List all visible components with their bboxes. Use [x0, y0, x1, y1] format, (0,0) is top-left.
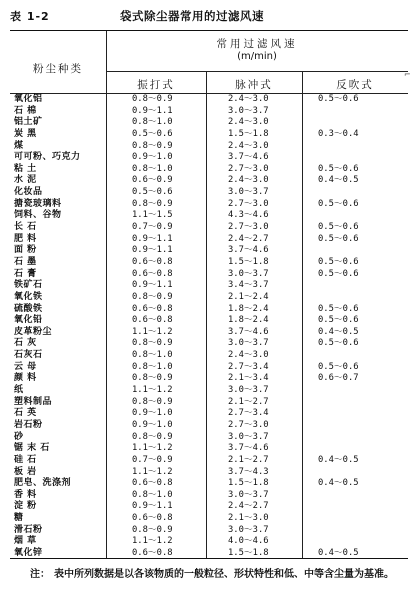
- table-row: [10, 501, 408, 513]
- row-material-name: 石灰石: [14, 350, 43, 361]
- row-pulse-value: 2.1～2.7: [228, 454, 269, 465]
- row-reverse-air-value: 0.5～0.6: [318, 198, 359, 209]
- row-material-name: 炭 黑: [14, 128, 37, 139]
- row-shaker-value: 0.6～0.9: [132, 175, 173, 186]
- row-material-name: 氧化铁: [14, 291, 43, 302]
- table-row: [10, 234, 408, 246]
- row-shaker-value: 0.9～1.0: [132, 408, 173, 419]
- table-row: [10, 525, 408, 537]
- header-material: 粉尘种类: [33, 63, 83, 75]
- row-reverse-air-value: 0.5～0.6: [318, 256, 359, 267]
- row-material-name: 香 料: [14, 489, 37, 500]
- row-reverse-air-value: 0.4～0.5: [318, 175, 359, 186]
- row-material-name: 石 英: [14, 408, 37, 419]
- row-material-name: 石 灰: [14, 338, 37, 349]
- row-material-name: 皮革粉尘: [14, 326, 53, 337]
- row-material-name: 粘 土: [14, 163, 37, 174]
- row-pulse-value: 3.0～3.7: [228, 385, 269, 396]
- row-reverse-air-value: 0.4～0.5: [318, 547, 359, 558]
- row-shaker-value: 0.9～1.1: [132, 280, 173, 291]
- row-shaker-value: 0.8～0.9: [132, 291, 173, 302]
- row-reverse-air-value: 0.4～0.5: [318, 478, 359, 489]
- row-pulse-value: 4.3～4.6: [228, 210, 269, 221]
- table-row: [10, 257, 408, 269]
- row-shaker-value: 0.6～0.8: [132, 315, 173, 326]
- row-shaker-value: 0.8～1.0: [132, 361, 173, 372]
- row-pulse-value: 1.5～1.8: [228, 547, 269, 558]
- table-row: [10, 338, 408, 350]
- divider-header-group: [106, 71, 408, 72]
- table-body: [10, 94, 408, 560]
- row-shaker-value: 0.8～0.9: [132, 431, 173, 442]
- row-material-name: 肥 料: [14, 233, 37, 244]
- row-shaker-value: 1.1～1.2: [132, 466, 173, 477]
- row-shaker-value: 0.9～1.0: [132, 152, 173, 163]
- row-shaker-value: 0.8～0.9: [132, 524, 173, 535]
- row-shaker-value: 0.8～1.0: [132, 163, 173, 174]
- row-shaker-value: 0.9～1.0: [132, 419, 173, 430]
- row-shaker-value: 0.5～0.6: [132, 128, 173, 139]
- header-shaker: 振打式: [137, 79, 175, 91]
- row-shaker-value: 0.6～0.8: [132, 256, 173, 267]
- row-shaker-value: 1.1～1.2: [132, 536, 173, 547]
- table-row: [10, 152, 408, 164]
- row-reverse-air-value: 0.5～0.6: [318, 94, 359, 104]
- row-material-name: 长 石: [14, 222, 37, 233]
- table-number: 表 1-2: [10, 10, 50, 23]
- row-pulse-value: 2.4～2.7: [228, 501, 269, 512]
- row-shaker-value: 0.8～0.9: [132, 94, 173, 104]
- row-shaker-value: 0.7～0.9: [132, 222, 173, 233]
- margin-mark: ⌐: [404, 70, 411, 79]
- row-shaker-value: 1.1～1.2: [132, 385, 173, 396]
- row-pulse-value: 2.1～2.4: [228, 291, 269, 302]
- row-material-name: 可可粉、巧克力: [14, 152, 81, 163]
- row-reverse-air-value: 0.5～0.6: [318, 268, 359, 279]
- footnote-text: 表中所列数据是以各该物质的一般粒径、形状特性和低、中等含尘量为基准。: [54, 569, 394, 580]
- table-row: [10, 175, 408, 187]
- table-row: [10, 222, 408, 234]
- row-shaker-value: 1.1～1.2: [132, 443, 173, 454]
- row-material-name: 氧化铝: [14, 94, 43, 104]
- row-pulse-value: 3.0～3.7: [228, 338, 269, 349]
- row-reverse-air-value: 0.5～0.6: [318, 163, 359, 174]
- header-velocity-group: 常用过滤风速: [216, 38, 298, 50]
- row-reverse-air-value: 0.5～0.6: [318, 222, 359, 233]
- table-row: [10, 432, 408, 444]
- row-material-name: 氧化铅: [14, 315, 43, 326]
- row-reverse-air-value: 0.4～0.5: [318, 454, 359, 465]
- table-row: [10, 280, 408, 292]
- row-pulse-value: 1.8～2.4: [228, 315, 269, 326]
- row-shaker-value: 0.8～0.9: [132, 198, 173, 209]
- row-material-name: 水 泥: [14, 175, 37, 186]
- row-pulse-value: 1.5～1.8: [228, 256, 269, 267]
- row-shaker-value: 0.8～0.9: [132, 396, 173, 407]
- table-row: [10, 164, 408, 176]
- row-reverse-air-value: 0.3～0.4: [318, 128, 359, 139]
- row-material-name: 云 母: [14, 361, 37, 372]
- row-pulse-value: 2.1～3.4: [228, 373, 269, 384]
- row-material-name: 淀 粉: [14, 501, 37, 512]
- table-row: [10, 327, 408, 339]
- table-row: [10, 513, 408, 525]
- table-row: [10, 304, 408, 316]
- row-shaker-value: 0.8～0.9: [132, 338, 173, 349]
- table-row: [10, 478, 408, 490]
- row-shaker-value: 0.9～1.1: [132, 245, 173, 256]
- row-pulse-value: 2.7～3.0: [228, 419, 269, 430]
- row-pulse-value: 2.4～2.7: [228, 233, 269, 244]
- table-row: [10, 385, 408, 397]
- row-pulse-value: 1.5～1.8: [228, 478, 269, 489]
- row-shaker-value: 0.8～0.9: [132, 140, 173, 151]
- table-row: [10, 536, 408, 548]
- row-shaker-value: 1.1～1.5: [132, 210, 173, 221]
- row-shaker-value: 0.8～1.0: [132, 350, 173, 361]
- row-pulse-value: 3.7～4.6: [228, 443, 269, 454]
- row-shaker-value: 0.6～0.8: [132, 547, 173, 558]
- row-material-name: 锯 末 石: [14, 443, 50, 454]
- row-material-name: 石 膏: [14, 268, 37, 279]
- table-row: [10, 199, 408, 211]
- table-row: [10, 362, 408, 374]
- row-material-name: 化妆品: [14, 187, 43, 198]
- row-pulse-value: 2.4～3.0: [228, 350, 269, 361]
- row-shaker-value: 1.1～1.2: [132, 326, 173, 337]
- row-shaker-value: 0.9～1.1: [132, 501, 173, 512]
- table-row: [10, 292, 408, 304]
- table-row: [10, 117, 408, 129]
- row-shaker-value: 0.6～0.8: [132, 478, 173, 489]
- table-row: [10, 397, 408, 409]
- table-row: [10, 94, 408, 106]
- row-material-name: 铁矿石: [14, 280, 43, 291]
- table-footnote: [30, 566, 402, 583]
- row-material-name: 肥皂、洗涤剂: [14, 478, 72, 489]
- table-row: [10, 350, 408, 362]
- table-row: [10, 467, 408, 479]
- row-material-name: 氧化锌: [14, 547, 43, 558]
- row-pulse-value: 2.7～3.0: [228, 222, 269, 233]
- table-row: [10, 141, 408, 153]
- row-pulse-value: 2.4～3.0: [228, 140, 269, 151]
- row-pulse-value: 3.7～4.3: [228, 466, 269, 477]
- header-pulse: 脉冲式: [235, 79, 273, 91]
- row-material-name: 滑石粉: [14, 524, 43, 535]
- header-unit: (m/min): [237, 51, 277, 62]
- row-material-name: 搪瓷玻璃料: [14, 198, 62, 209]
- row-material-name: 岩石粉: [14, 419, 43, 430]
- row-shaker-value: 0.8～1.0: [132, 117, 173, 128]
- row-material-name: 纸: [14, 385, 24, 396]
- row-shaker-value: 0.9～1.1: [132, 233, 173, 244]
- row-shaker-value: 0.6～0.8: [132, 303, 173, 314]
- row-pulse-value: 1.5～1.8: [228, 128, 269, 139]
- row-pulse-value: 3.0～3.7: [228, 105, 269, 116]
- row-material-name: 烟 草: [14, 536, 37, 547]
- table-row: [10, 187, 408, 199]
- row-material-name: 煤: [14, 140, 24, 151]
- row-reverse-air-value: 0.5～0.6: [318, 233, 359, 244]
- row-pulse-value: 3.0～3.7: [228, 268, 269, 279]
- row-material-name: 石 棉: [14, 105, 37, 116]
- row-shaker-value: 0.7～0.9: [132, 454, 173, 465]
- table-title: 袋式除尘器常用的过滤风速: [120, 9, 264, 23]
- table-row: [10, 315, 408, 327]
- row-pulse-value: 3.0～3.7: [228, 489, 269, 500]
- row-reverse-air-value: 0.6～0.7: [318, 373, 359, 384]
- row-material-name: 铝土矿: [14, 117, 43, 128]
- row-pulse-value: 2.1～2.7: [228, 396, 269, 407]
- row-material-name: 塑料制品: [14, 396, 53, 407]
- header-reverse-air: 反吹式: [336, 79, 374, 91]
- row-shaker-value: 0.6～0.8: [132, 268, 173, 279]
- row-shaker-value: 0.8～0.9: [132, 373, 173, 384]
- row-shaker-value: 0.5～0.6: [132, 187, 173, 198]
- row-pulse-value: 3.7～4.6: [228, 326, 269, 337]
- row-material-name: 硫酸铁: [14, 303, 43, 314]
- row-pulse-value: 2.4～3.0: [228, 94, 269, 104]
- table-row: [10, 106, 408, 118]
- table-row: [10, 443, 408, 455]
- row-shaker-value: 0.9～1.1: [132, 105, 173, 116]
- row-reverse-air-value: 0.4～0.5: [318, 326, 359, 337]
- table-caption: [0, 8, 415, 26]
- row-pulse-value: 2.1～3.0: [228, 513, 269, 524]
- row-material-name: 石 墨: [14, 256, 37, 267]
- table-row: [10, 129, 408, 141]
- row-material-name: 颜 料: [14, 373, 37, 384]
- row-reverse-air-value: 0.5～0.6: [318, 315, 359, 326]
- table-row: [10, 408, 408, 420]
- row-pulse-value: 2.4～3.0: [228, 117, 269, 128]
- row-reverse-air-value: 0.5～0.6: [318, 303, 359, 314]
- row-material-name: 砂: [14, 431, 24, 442]
- table-row: [10, 548, 408, 560]
- row-pulse-value: 2.7～3.4: [228, 408, 269, 419]
- row-reverse-air-value: 0.5～0.6: [318, 361, 359, 372]
- footnote-label: 注：: [30, 569, 50, 580]
- row-material-name: 硅 石: [14, 454, 37, 465]
- table-row: [10, 373, 408, 385]
- row-material-name: 板 岩: [14, 466, 37, 477]
- table-row: [10, 245, 408, 257]
- table-row: [10, 490, 408, 502]
- row-pulse-value: 3.4～3.7: [228, 280, 269, 291]
- row-material-name: 饲料、谷物: [14, 210, 62, 221]
- row-pulse-value: 2.7～3.0: [228, 163, 269, 174]
- row-pulse-value: 2.4～3.0: [228, 175, 269, 186]
- row-pulse-value: 3.7～4.6: [228, 152, 269, 163]
- row-pulse-value: 3.0～3.7: [228, 431, 269, 442]
- row-shaker-value: 0.8～1.0: [132, 489, 173, 500]
- table-row: [10, 269, 408, 281]
- row-pulse-value: 1.8～2.4: [228, 303, 269, 314]
- row-material-name: 糖: [14, 513, 24, 524]
- row-material-name: 面 粉: [14, 245, 37, 256]
- row-pulse-value: 2.7～3.4: [228, 361, 269, 372]
- row-pulse-value: 4.0～4.6: [228, 536, 269, 547]
- row-pulse-value: 3.0～3.7: [228, 524, 269, 535]
- row-pulse-value: 2.7～3.0: [228, 198, 269, 209]
- filter-velocity-table: [10, 30, 408, 559]
- row-reverse-air-value: 0.5～0.6: [318, 338, 359, 349]
- row-pulse-value: 3.0～3.7: [228, 187, 269, 198]
- row-pulse-value: 3.7～4.6: [228, 245, 269, 256]
- table-row: [10, 420, 408, 432]
- row-shaker-value: 0.6～0.8: [132, 513, 173, 524]
- table-row: [10, 455, 408, 467]
- table-row: [10, 210, 408, 222]
